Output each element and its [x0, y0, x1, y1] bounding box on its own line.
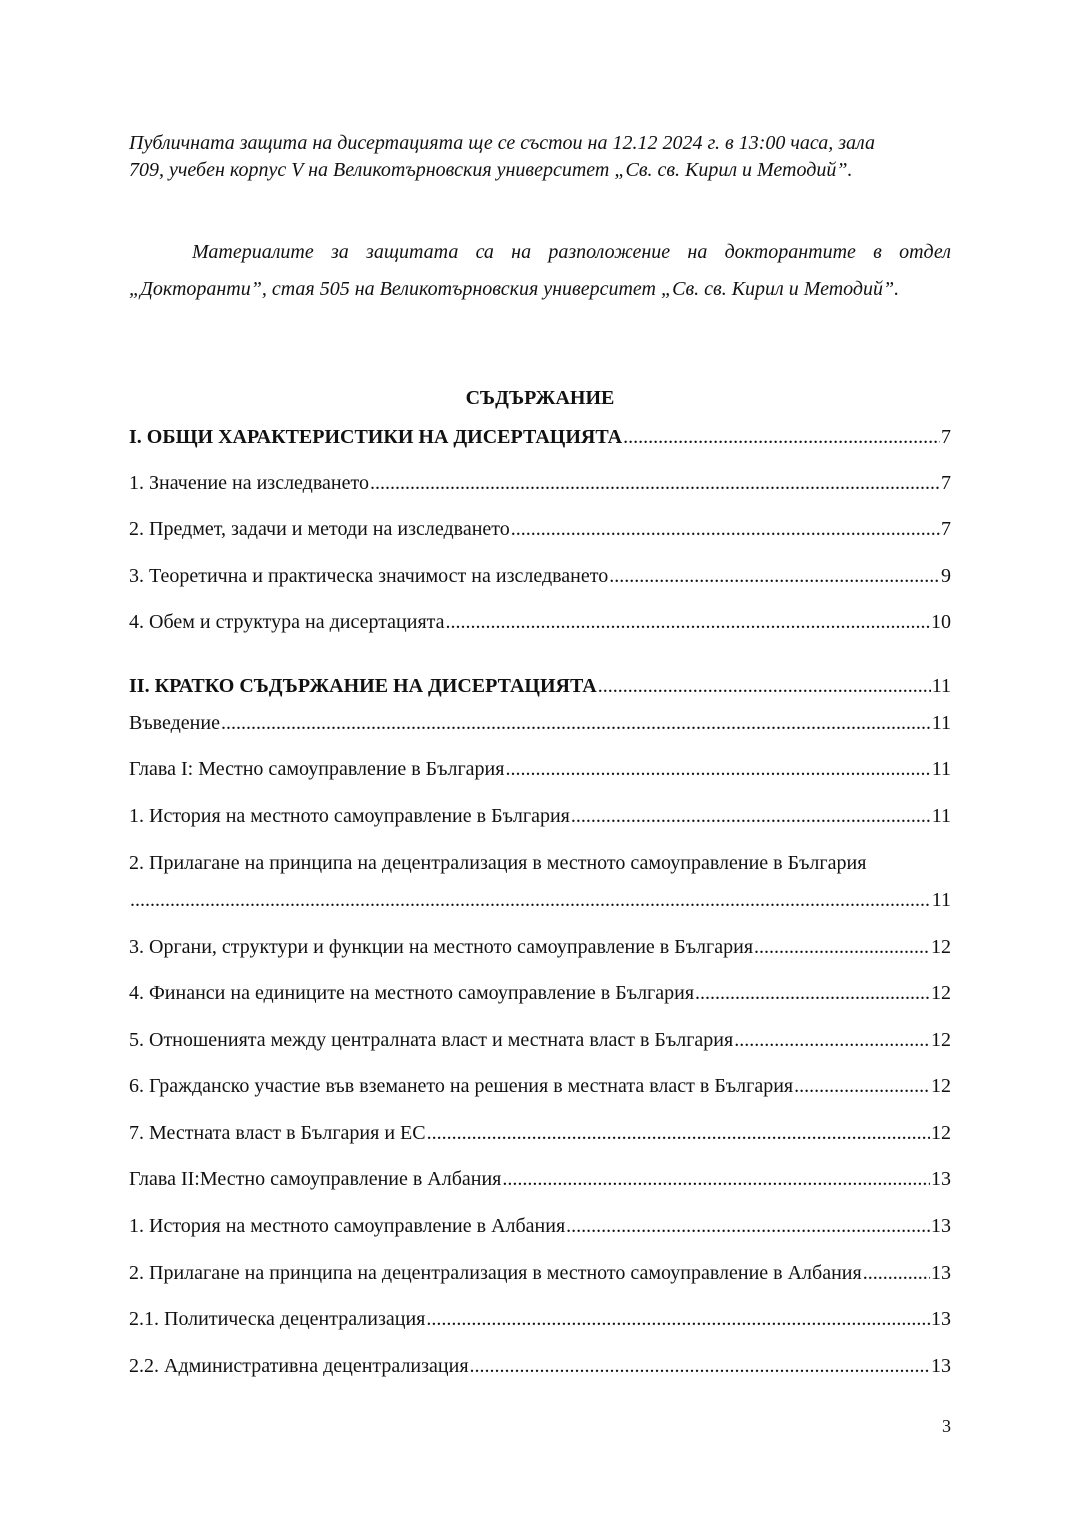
- toc-entry-page: 13: [931, 1355, 951, 1377]
- toc-entry-page: 10: [931, 611, 951, 633]
- dot-leader: [754, 934, 930, 960]
- toc-entry: [129, 756, 951, 782]
- toc-entry-page: 9: [941, 565, 951, 587]
- toc-entry-text: II. КРАТКО СЪДЪРЖАНИЕ НА ДИСЕРТАЦИЯТА: [129, 675, 597, 697]
- toc-entry-page: 13: [931, 1215, 951, 1237]
- toc-entry-text: 6. Гражданско участие във вземането на решения в местната власт в България: [129, 1075, 794, 1097]
- toc-entry-text: Глава I: Местно самоуправление в България: [129, 758, 505, 780]
- toc-entry-text: 2. Предмет, задачи и методи на изследването: [129, 518, 510, 540]
- toc-entry-page: 11: [931, 758, 951, 780]
- toc-entry-page: 11: [931, 805, 951, 827]
- toc-entry-page: 11: [931, 889, 951, 911]
- dot-leader: [505, 756, 930, 782]
- toc-entry: [129, 1260, 951, 1286]
- defense-announcement: [129, 130, 951, 184]
- toc-entry-text: Глава II:Местно самоуправление в Албания: [129, 1168, 502, 1190]
- toc-entry-part-2: [129, 673, 951, 699]
- toc-entry-part-1: [129, 424, 951, 450]
- defense-announcement-line-2: 709, учебен корпус V на Великотърновския университет „Св. св. Кирил и Методий”.: [129, 159, 853, 181]
- toc-entry: [129, 1213, 951, 1239]
- toc-entry-page: 13: [931, 1308, 951, 1330]
- toc-entry-text: 2. Прилагане на принципа на децентрализация в местното самоуправление в Албания: [129, 1262, 862, 1284]
- dot-leader: [695, 980, 930, 1006]
- toc-entry-text: 4. Обем и структура на дисертацията: [129, 611, 445, 633]
- toc-entry-text: 3. Органи, структури и функции на местното самоуправление в България: [129, 936, 754, 958]
- toc-entry: [129, 1120, 951, 1146]
- dot-leader: [446, 609, 930, 635]
- toc-entry-page: 13: [931, 1262, 951, 1284]
- toc-entry-page: 11: [931, 712, 951, 734]
- toc-entry-text: 5. Отношенията между централната власт и местната власт в България: [129, 1029, 734, 1051]
- toc-entry-page: 12: [931, 982, 951, 1004]
- toc-entry-continuation: [129, 887, 951, 913]
- dot-leader: [863, 1260, 930, 1286]
- toc-entry-text: 1. Значение на изследването: [129, 472, 369, 494]
- toc-entry-text: I. ОБЩИ ХАРАКТЕРИСТИКИ НА ДИСЕРТАЦИЯТА: [129, 426, 623, 448]
- toc-entry: [129, 516, 951, 542]
- toc-entry-page: 12: [931, 936, 951, 958]
- dot-leader: [794, 1073, 930, 1099]
- dot-leader: [609, 563, 940, 589]
- toc-entry-text: 2.2. Административна децентрализация: [129, 1355, 469, 1377]
- toc-entry: [129, 470, 951, 496]
- toc-title: СЪДЪРЖАНИЕ: [465, 387, 615, 409]
- toc-entry-page: 7: [941, 518, 951, 540]
- toc-entry-page: 11: [931, 675, 951, 697]
- toc-entry-text: 1. История на местното самоуправление в Албания: [129, 1215, 566, 1237]
- toc-entry: [129, 1306, 951, 1332]
- toc-entry-page: 7: [941, 472, 951, 494]
- dot-leader: [221, 710, 931, 736]
- toc-entry-page: 13: [931, 1168, 951, 1190]
- toc-entry: [129, 710, 951, 736]
- toc-entry: [129, 563, 951, 589]
- toc-entry: [129, 1166, 951, 1192]
- dot-leader: [571, 803, 931, 829]
- dot-leader: [370, 470, 940, 496]
- toc-entry-page: 7: [941, 426, 951, 448]
- dot-leader: [511, 516, 940, 542]
- toc-entry-page: 12: [931, 1122, 951, 1144]
- toc-entry: [129, 1353, 951, 1379]
- toc-entry: [129, 934, 951, 960]
- toc-entry: [129, 803, 951, 829]
- toc-entry-text: Въведение: [129, 712, 220, 734]
- toc-entry-text: 3. Теоретична и практическа значимост на изследването: [129, 565, 609, 587]
- toc-entry-text: 7. Местната власт в България и ЕС: [129, 1122, 426, 1144]
- toc-entry-page: 12: [931, 1029, 951, 1051]
- toc-entry-text: 4. Финанси на единиците на местното самоуправление в България: [129, 982, 695, 1004]
- toc-entry-text: 1. История на местното самоуправление в България: [129, 805, 570, 827]
- toc-entry: [129, 980, 951, 1006]
- toc-entry-text: 2. Прилагане на принципа на децентрализация в местното самоуправление в България: [129, 852, 867, 874]
- dot-leader: [470, 1353, 930, 1379]
- toc-entry-text: 2.1. Политическа децентрализация: [129, 1308, 426, 1330]
- dot-leader: [623, 424, 940, 450]
- toc-entry: [129, 1073, 951, 1099]
- toc-entry-page: 12: [931, 1075, 951, 1097]
- defense-announcement-line-1: Публичната защита на дисертацията ще се състои на 12.12 2024 г. в 13:00 часа, зала: [129, 132, 876, 154]
- toc-entry: [129, 609, 951, 635]
- toc-entry: [129, 1027, 951, 1053]
- materials-paragraph: Материалите за защитата са на разположение на докторантите в отдел „Докторанти”, стая 505 на Великотърновския университет „Св. св. Кирил и Методий”.: [129, 241, 951, 300]
- dot-leader: [130, 887, 931, 913]
- dot-leader: [734, 1027, 930, 1053]
- dot-leader: [427, 1120, 930, 1146]
- dot-leader: [566, 1213, 930, 1239]
- dot-leader: [502, 1166, 930, 1192]
- dot-leader: [426, 1306, 930, 1332]
- dot-leader: [598, 673, 931, 699]
- page-number: 3: [942, 1416, 951, 1436]
